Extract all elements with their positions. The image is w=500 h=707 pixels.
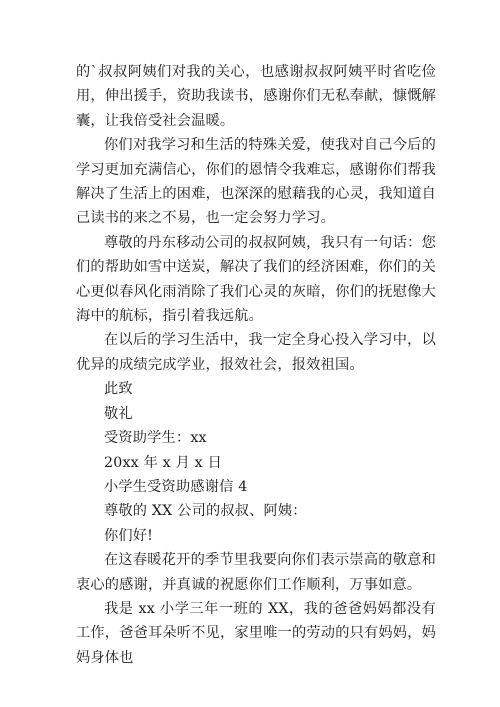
date-line: 20xx 年 x 月 x 日 [104,454,222,471]
paragraph-6: 我是 xx 小学三年一班的 XX，我的爸爸妈妈都没有工作，爸爸耳朵听不见，家里唯一的劳动的只有妈妈，妈妈身体也 [76,600,436,666]
paragraph-1: 的`叔叔阿姨们对我的关心，也感谢叔叔阿姨平时省吃俭用，伸出援手，资助我读书，感谢你们无私奉献，慷慨解囊，让我倍受社会温暖。 [76,64,436,129]
paragraph-5: 在这春暖花开的季节里我要向你们表示崇高的敬意和衷心的感谢，并真诚的祝愿你们工作顺利，万事如意。 [76,552,436,593]
signature-line: 受资助学生：xx [104,430,207,447]
closing-line-2: 敬礼 [104,405,133,422]
closing-line-1: 此致 [104,381,133,398]
letter-heading: 小学生受资助感谢信 4 [104,478,248,495]
paragraph-2: 你们对我学习和生活的特殊关爱，使我对自己今后的学习更加充满信心，你们的恩情令我难忘，感谢你们帮我解决了生活上的困难，也深深的慰藉我的心灵，我知道自己读书的来之不易，也一定会努力学习。 [76,137,436,227]
paragraph-3: 尊敬的丹东移动公司的叔叔阿姨，我只有一句话：您们的帮助如雪中送炭，解决了我们的经济困难，你们的关心更似春风化雨消除了我们心灵的灰暗，你们的抚慰像大海中的航标，指引着我远航。 [76,234,436,325]
document-page [76,60,436,670]
greeting: 你们好! [104,527,154,544]
paragraph-4: 在以后的学习生活中，我一定全身心投入学习中，以优异的成绩完成学业，报效社会，报效祖国。 [76,332,436,373]
salutation: 尊敬的 XX 公司的叔叔、阿姨： [104,503,307,520]
